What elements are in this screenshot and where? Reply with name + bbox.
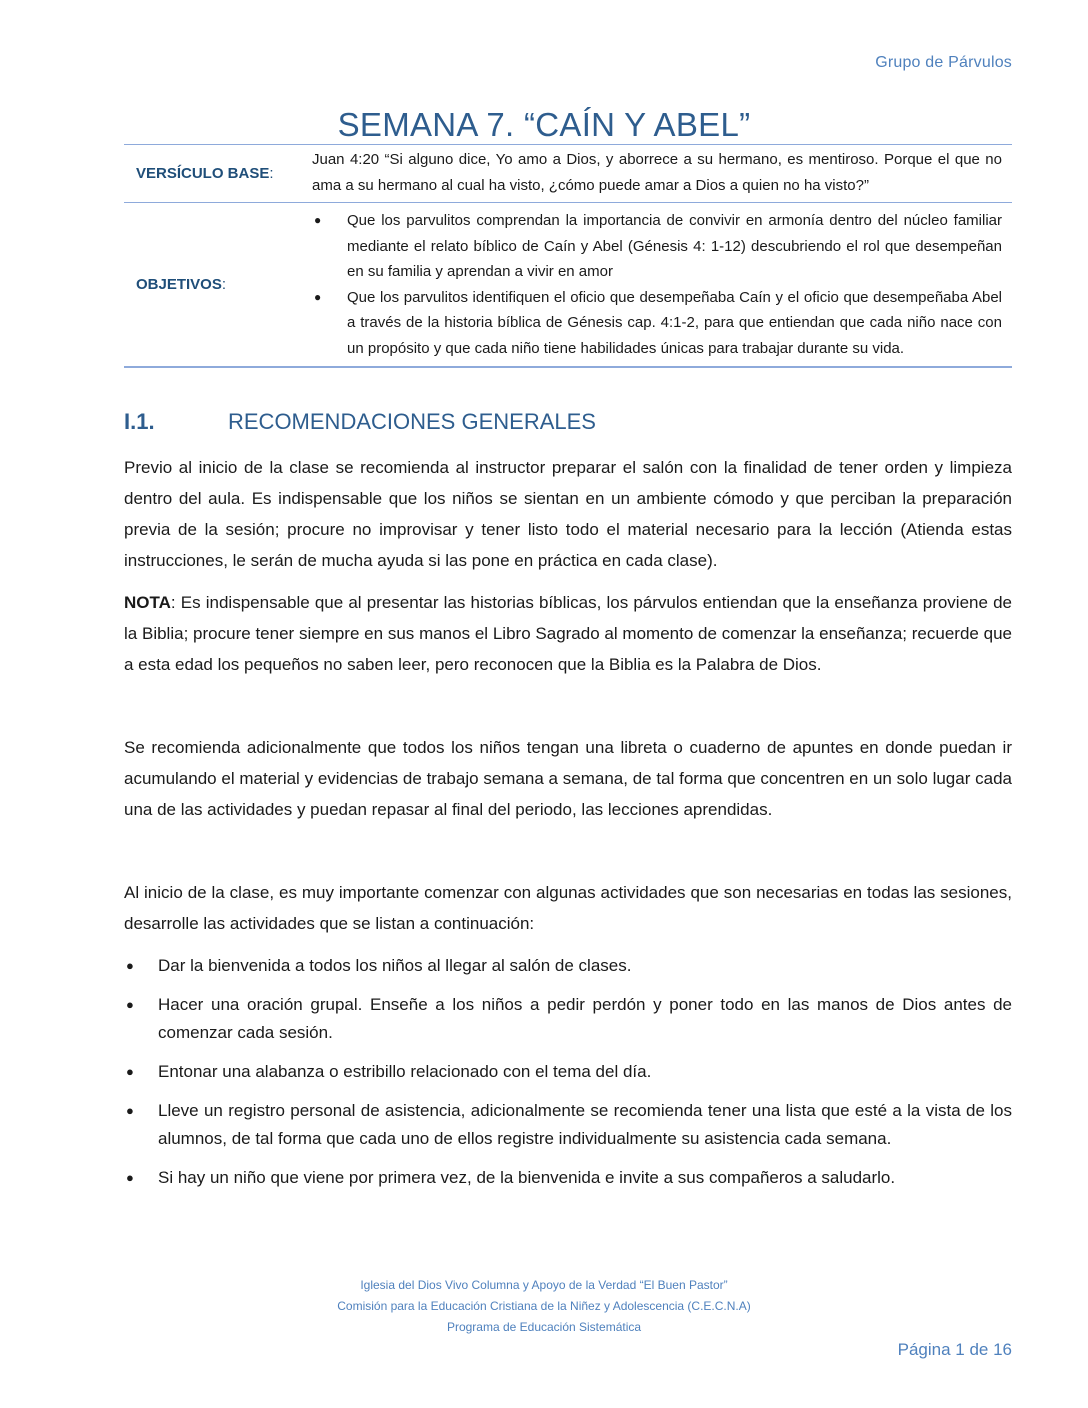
list-item	[124, 991, 1012, 1047]
activity-text: Lleve un registro personal de asistencia, adicionalmente se recomienda tener una lista que esté a la vista de los alumnos, de tal forma que cada uno de ellos registre individualmente su asistencia cada semana.	[158, 1101, 1012, 1148]
nota-text: : Es indispensable que al presentar las historias bíblicas, los párvulos entiendan que la enseñanza proviene de la Biblia; procure tener siempre en sus manos el Libro Sagrado al momento de comenzar la enseñanza; recuerde que a esta edad los pequeños no saben leer, pero reconocen que la Biblia es la Palabra de Dios.	[124, 593, 1012, 674]
notebook-paragraph: Se recomienda adicionalmente que todos los niños tengan una libreta o cuaderno de apuntes en donde puedan ir acumulando el material y evidencias de trabajo semana a semana, de tal forma que concentren en un solo lugar cada una de las actividades y puedan repasar al final del periodo, las lecciones aprendidas.	[124, 738, 1012, 819]
start-paragraph: Al inicio de la clase, es muy importante comenzar con algunas actividades que son necesarias en todas las sesiones, desarrolle las actividades que se listan a continuación:	[124, 883, 1012, 933]
objective-text: Que los parvulitos identifiquen el oficio que desempeñaba Caín y el oficio que desempeñaba Abel a través de la historia bíblica de Génesis cap. 4:1-2, para que entiendan que cada niño nace con un propósito y que cada niño tiene habilidades únicas para trabajar durante su vida.	[347, 288, 1002, 357]
activity-text: Entonar una alabanza o estribillo relacionado con el tema del día.	[158, 1062, 652, 1081]
section-heading	[124, 409, 1012, 435]
list-item	[124, 1164, 1012, 1192]
nota-label: NOTA	[124, 593, 171, 612]
section-title: RECOMENDACIONES GENERALES	[228, 409, 596, 434]
group-label: Grupo de Párvulos	[875, 54, 1012, 71]
footer-line-1: Iglesia del Dios Vivo Columna y Apoyo de la Verdad “El Buen Pastor”	[360, 1278, 728, 1292]
list-item	[124, 952, 1012, 980]
objectives-label-text: OBJETIVOS	[136, 276, 222, 293]
objectives-label	[124, 276, 304, 293]
intro-paragraph: Previo al inicio de la clase se recomienda al instructor preparar el salón con la finalidad de tener orden y limpieza dentro del aula. Es indispensable que los niños se sientan en un ambiente cómodo y que perciban la preparación previa de la sesión; procure no improvisar y tener listo todo el material necesario para la lección (Atienda estas instrucciones, le serán de mucha ayuda si las pone en práctica en cada clase).	[124, 458, 1012, 570]
verse-label-text: VERSÍCULO BASE	[136, 165, 270, 182]
list-item	[124, 1058, 1012, 1086]
objective-item	[312, 208, 1002, 285]
bullet-icon: ●	[314, 289, 322, 304]
objective-text: Que los parvulitos comprendan la importancia de convivir en armonía dentro del núcleo familiar mediante el relato bíblico de Caín y Abel (Génesis 4: 1-12) descubriendo el rol que desempeñan en su familia y aprendan a vivir en amor	[347, 212, 1002, 280]
lesson-info-table	[124, 144, 1012, 368]
verse-text: Juan 4:20 “Si alguno dice, Yo amo a Dios, y aborrece a su hermano, es mentiroso. Porque el que no ama a su hermano al cual ha visto, ¿cómo puede amar a Dios a quien no ha visto?”	[312, 151, 1002, 194]
bullet-icon: ●	[126, 997, 134, 1012]
activity-text: Dar la bienvenida a todos los niños al llegar al salón de clases.	[158, 956, 632, 975]
bullet-icon: ●	[126, 958, 134, 973]
objectives-cell	[304, 203, 1012, 366]
nota-paragraph	[124, 587, 1012, 680]
page-footer	[0, 1275, 1088, 1338]
objective-item	[312, 285, 1002, 362]
verse-label-colon: :	[269, 165, 274, 182]
verse-row	[124, 145, 1012, 202]
bullet-icon: ●	[314, 213, 322, 227]
objectives-list	[312, 205, 1002, 364]
page-number: Página 1 de 16	[897, 1340, 1012, 1359]
footer-line-3: Programa de Educación Sistemática	[446, 1320, 642, 1334]
bullet-icon: ●	[126, 1064, 134, 1079]
section-number: I.1.	[124, 409, 155, 434]
activities-list	[124, 952, 1012, 1203]
objectives-label-colon: :	[221, 276, 227, 293]
activity-text: Hacer una oración grupal. Enseñe a los niños a pedir perdón y poner todo en las manos de Dios antes de comenzar cada sesión.	[158, 995, 1012, 1042]
bullet-icon: ●	[126, 1170, 134, 1185]
page-title: SEMANA 7. “CAÍN Y ABEL”	[337, 106, 751, 144]
activity-text: Si hay un niño que viene por primera vez, de la bienvenida e invite a sus compañeros a saludarlo.	[158, 1168, 896, 1187]
list-item	[124, 1097, 1012, 1153]
bullet-icon: ●	[126, 1103, 134, 1118]
footer-line-2: Comisión para la Educación Cristiana de la Niñez y Adolescencia (C.E.C.N.A)	[337, 1299, 751, 1313]
verse-label	[124, 165, 304, 182]
objectives-row	[124, 202, 1012, 366]
